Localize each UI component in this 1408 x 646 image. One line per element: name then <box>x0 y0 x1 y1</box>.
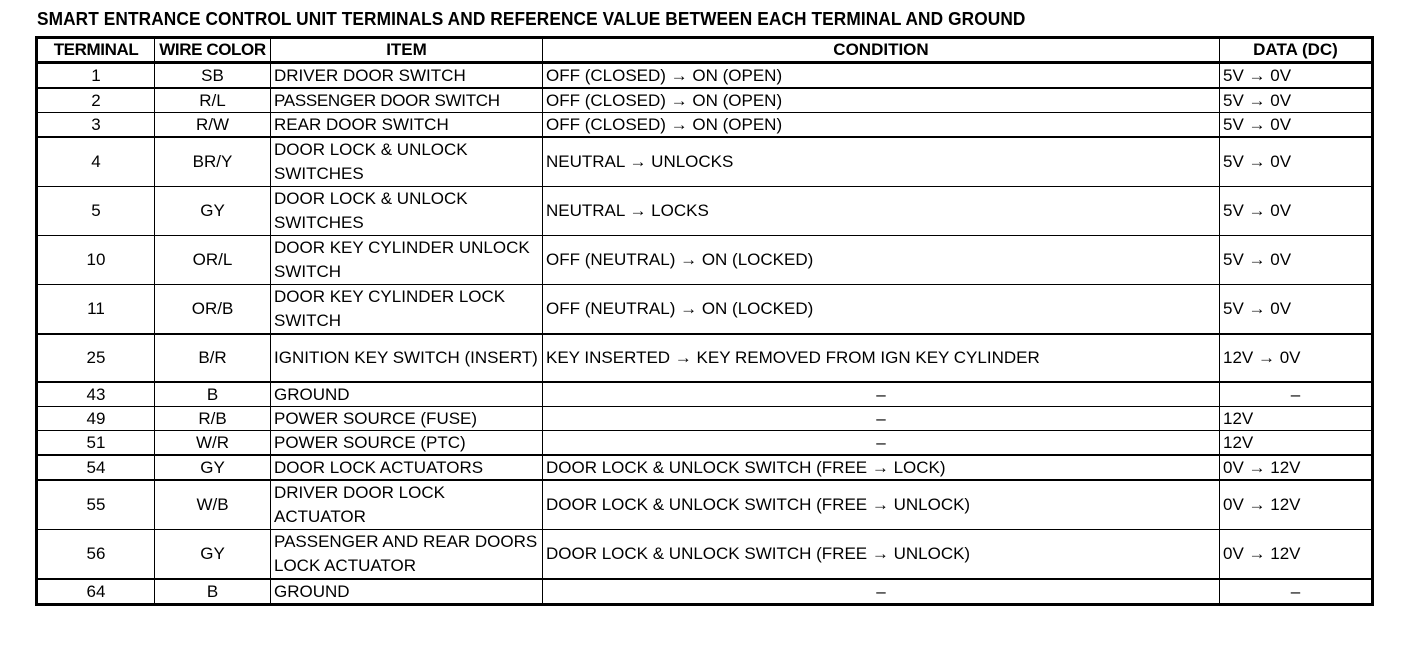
header-wire-color: WIRE COLOR <box>155 38 271 63</box>
cell-item: IGNITION KEY SWITCH (INSERT) <box>271 334 543 382</box>
cell-item: GROUND <box>271 382 543 407</box>
cell-item: PASSENGER DOOR SWITCH <box>271 88 543 113</box>
header-condition: CONDITION <box>543 38 1220 63</box>
table-row <box>37 285 1373 335</box>
cell-wire-color: OR/L <box>155 236 271 285</box>
cell-terminal: 11 <box>37 285 155 335</box>
cell-condition: KEY INSERTED → KEY REMOVED FROM IGN KEY CYLINDER <box>543 334 1220 382</box>
table-row <box>37 187 1373 236</box>
cell-item: DOOR LOCK & UNLOCK SWITCHES <box>271 187 543 236</box>
cell-terminal: 3 <box>37 113 155 138</box>
cell-data: 5V → 0V <box>1220 63 1373 89</box>
cell-condition: OFF (NEUTRAL) → ON (LOCKED) <box>543 236 1220 285</box>
cell-item: REAR DOOR SWITCH <box>271 113 543 138</box>
cell-condition: – <box>543 431 1220 456</box>
cell-item: DOOR KEY CYLINDER LOCK SWITCH <box>271 285 543 335</box>
cell-condition: OFF (CLOSED) → ON (OPEN) <box>543 88 1220 113</box>
table-row <box>37 455 1373 480</box>
cell-item: DRIVER DOOR SWITCH <box>271 63 543 89</box>
cell-item: PASSENGER AND REAR DOORS LOCK ACTUATOR <box>271 530 543 580</box>
cell-wire-color: GY <box>155 455 271 480</box>
cell-condition: DOOR LOCK & UNLOCK SWITCH (FREE → UNLOCK) <box>543 530 1220 580</box>
cell-condition: OFF (CLOSED) → ON (OPEN) <box>543 113 1220 138</box>
cell-terminal: 49 <box>37 407 155 431</box>
cell-wire-color: W/R <box>155 431 271 456</box>
cell-terminal: 43 <box>37 382 155 407</box>
cell-condition: – <box>543 579 1220 605</box>
cell-data: 5V → 0V <box>1220 113 1373 138</box>
cell-item: DOOR LOCK & UNLOCK SWITCHES <box>271 137 543 187</box>
cell-item: DRIVER DOOR LOCK ACTUATOR <box>271 480 543 530</box>
cell-terminal: 55 <box>37 480 155 530</box>
cell-wire-color: SB <box>155 63 271 89</box>
table-row <box>37 236 1373 285</box>
cell-wire-color: GY <box>155 530 271 580</box>
cell-data: 12V <box>1220 431 1373 456</box>
cell-terminal: 51 <box>37 431 155 456</box>
header-data: DATA (DC) <box>1220 38 1373 63</box>
table-row <box>37 579 1373 605</box>
cell-terminal: 25 <box>37 334 155 382</box>
cell-terminal: 10 <box>37 236 155 285</box>
cell-terminal: 54 <box>37 455 155 480</box>
cell-condition: NEUTRAL → LOCKS <box>543 187 1220 236</box>
terminal-reference-table <box>35 36 1374 606</box>
cell-wire-color: GY <box>155 187 271 236</box>
cell-data: 0V → 12V <box>1220 530 1373 580</box>
cell-condition: DOOR LOCK & UNLOCK SWITCH (FREE → LOCK) <box>543 455 1220 480</box>
cell-terminal: 5 <box>37 187 155 236</box>
cell-wire-color: R/W <box>155 113 271 138</box>
cell-data: 5V → 0V <box>1220 285 1373 335</box>
cell-data: 12V → 0V <box>1220 334 1373 382</box>
table-row <box>37 480 1373 530</box>
cell-data: 5V → 0V <box>1220 88 1373 113</box>
cell-wire-color: BR/Y <box>155 137 271 187</box>
table-row <box>37 407 1373 431</box>
table-row <box>37 431 1373 456</box>
table-row <box>37 382 1373 407</box>
cell-data: – <box>1220 579 1373 605</box>
cell-terminal: 64 <box>37 579 155 605</box>
cell-terminal: 2 <box>37 88 155 113</box>
cell-condition: – <box>543 407 1220 431</box>
cell-item: POWER SOURCE (PTC) <box>271 431 543 456</box>
cell-wire-color: B <box>155 579 271 605</box>
cell-data: – <box>1220 382 1373 407</box>
table-row <box>37 88 1373 113</box>
cell-condition: DOOR LOCK & UNLOCK SWITCH (FREE → UNLOCK) <box>543 480 1220 530</box>
cell-terminal: 56 <box>37 530 155 580</box>
cell-data: 5V → 0V <box>1220 137 1373 187</box>
cell-terminal: 4 <box>37 137 155 187</box>
table-row <box>37 113 1373 138</box>
cell-item: POWER SOURCE (FUSE) <box>271 407 543 431</box>
table-body <box>37 63 1373 605</box>
cell-condition: OFF (NEUTRAL) → ON (LOCKED) <box>543 285 1220 335</box>
table-row <box>37 334 1373 382</box>
header-item: ITEM <box>271 38 543 63</box>
cell-data: 0V → 12V <box>1220 455 1373 480</box>
cell-item: GROUND <box>271 579 543 605</box>
cell-wire-color: OR/B <box>155 285 271 335</box>
table-header-row <box>37 38 1373 63</box>
cell-wire-color: R/L <box>155 88 271 113</box>
table-row <box>37 63 1373 89</box>
cell-condition: OFF (CLOSED) → ON (OPEN) <box>543 63 1220 89</box>
cell-wire-color: R/B <box>155 407 271 431</box>
table-row <box>37 530 1373 580</box>
cell-item: DOOR LOCK ACTUATORS <box>271 455 543 480</box>
cell-data: 12V <box>1220 407 1373 431</box>
cell-condition: – <box>543 382 1220 407</box>
cell-wire-color: B/R <box>155 334 271 382</box>
cell-condition: NEUTRAL → UNLOCKS <box>543 137 1220 187</box>
cell-item: DOOR KEY CYLINDER UNLOCK SWITCH <box>271 236 543 285</box>
cell-wire-color: W/B <box>155 480 271 530</box>
table-row <box>37 137 1373 187</box>
document-title: SMART ENTRANCE CONTROL UNIT TERMINALS AND REFERENCE VALUE BETWEEN EACH TERMINAL AND GROUND <box>37 9 1026 29</box>
cell-data: 5V → 0V <box>1220 187 1373 236</box>
cell-data: 0V → 12V <box>1220 480 1373 530</box>
header-terminal: TERMINAL <box>37 38 155 63</box>
cell-wire-color: B <box>155 382 271 407</box>
cell-data: 5V → 0V <box>1220 236 1373 285</box>
cell-terminal: 1 <box>37 63 155 89</box>
